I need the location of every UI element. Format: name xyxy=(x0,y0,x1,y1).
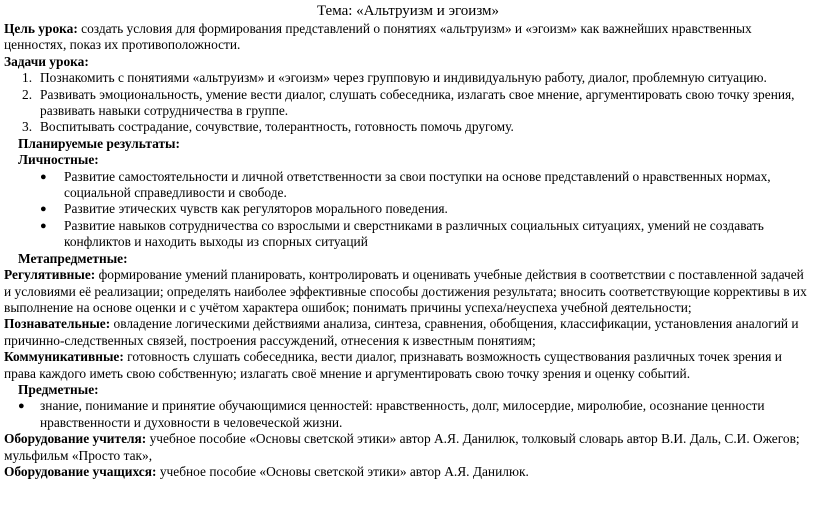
meta-heading xyxy=(4,251,812,267)
communicative-paragraph xyxy=(4,349,812,382)
tasks-list xyxy=(4,70,812,136)
subject-item xyxy=(4,398,812,431)
cognitive-paragraph xyxy=(4,316,812,349)
regulative-paragraph xyxy=(4,267,812,316)
planned-results-label: Планируемые результаты: xyxy=(18,135,180,151)
regulative-label: Регулятивные: xyxy=(4,267,96,283)
cognitive-text: овладение логическими действиями анализа, синтеза, сравнения, обобщения, классификации, установления аналогий и причинно-следственных связей, построения рассуждений, отнесения к известным понятиям; xyxy=(4,316,799,348)
goal-text: создать условия для формирования представлений о понятиях «альтруизм» и «эгоизм» как важнейших нравственных ценностях, показ их противоположности. xyxy=(4,21,752,53)
personal-item-text: Развитие этических чувств как регуляторов морального поведения. xyxy=(64,201,448,217)
tasks-heading xyxy=(4,54,812,70)
personal-item-text: Развитие самостоятельности и личной ответственности за свои поступки на основе представлений о нравственных нормах, социальной справедливости и свободе. xyxy=(64,168,771,201)
goal-label: Цель урока: xyxy=(4,21,78,36)
planned-results-heading xyxy=(4,136,812,152)
task-item xyxy=(4,119,812,135)
personal-item-text: Развитие навыков сотрудничества со взрослыми и сверстниками в различных социальных ситуациях, умений не создавать конфликтов и находить выходы из спорных ситуаций xyxy=(64,217,764,250)
personal-item xyxy=(4,218,812,251)
task-item xyxy=(4,87,812,120)
teacher-equipment-text: учебное пособие «Основы светской этики» автор А.Я. Данилюк, толковый словарь автор В.И. Даль, С.И. Ожегов; мульфильм «Просто так», xyxy=(4,431,800,463)
bullet-icon: ● xyxy=(40,170,47,183)
task-text: Развивать эмоциональность, умение вести диалог, слушать собеседника, излагать свое мнение, аргументировать свою точку зрения, развивать навыки сотрудничества в группе. xyxy=(40,86,795,119)
cognitive-label: Познавательные: xyxy=(4,316,111,332)
communicative-text: готовность слушать собеседника, вести диалог, признавать возможность существования различных точек зрения и права каждого иметь свою собственную; излагать своё мнение и аргументировать свою точку зрения и оценку событий. xyxy=(4,349,782,381)
student-equipment-text: учебное пособие «Основы светской этики» автор А.Я. Данилюк. xyxy=(156,463,529,479)
bullet-icon: ● xyxy=(40,203,47,216)
subject-list xyxy=(4,398,812,431)
teacher-equipment xyxy=(4,431,812,464)
student-equipment-label: Оборудование учащихся: xyxy=(4,463,157,479)
personal-item xyxy=(4,169,812,202)
lesson-goal xyxy=(4,21,812,54)
communicative-label: Коммуникативные: xyxy=(4,349,124,365)
personal-heading xyxy=(4,152,812,168)
regulative-text: формирование умений планировать, контролировать и оценивать учебные действия в соответствии с поставленной задачей и условиями её реализации; определять наиболее эффективные способы достижения результата; вносить соответствующие коррективы в их выполнение на основе оценки и с учётом характера ошибок; понимать причины успеха/неуспеха учебной деятельности; xyxy=(4,267,807,315)
bullet-icon: ● xyxy=(40,219,47,232)
bullet-icon: ● xyxy=(18,400,25,413)
task-item xyxy=(4,70,812,86)
subject-label: Предметные: xyxy=(18,381,99,397)
personal-label: Личностные: xyxy=(18,152,99,168)
task-number: 3. xyxy=(22,119,33,135)
tasks-label: Задачи урока: xyxy=(4,53,89,69)
task-number: 1. xyxy=(22,70,33,86)
personal-item xyxy=(4,201,812,217)
student-equipment xyxy=(4,464,812,480)
subject-item-text: знание, понимание и принятие обучающимися ценностей: нравственность, долг, милосердие, миролюбие, осознание ценности нравственности и духовности в человеческой жизни. xyxy=(40,398,765,430)
personal-list xyxy=(4,169,812,251)
subject-heading xyxy=(4,382,812,398)
task-text: Познакомить с понятиями «альтруизм» и «эгоизм» через групповую и индивидуальную работу, диалог, проблемную ситуацию. xyxy=(40,70,767,86)
meta-label: Метапредметные: xyxy=(18,250,128,266)
task-number: 2. xyxy=(22,86,33,102)
teacher-equipment-label: Оборудование учителя: xyxy=(4,431,147,447)
task-text: Воспитывать сострадание, сочувствие, толерантность, готовность помочь другому. xyxy=(40,119,514,135)
lesson-title: Тема: «Альтруизм и эгоизм» xyxy=(316,3,500,19)
